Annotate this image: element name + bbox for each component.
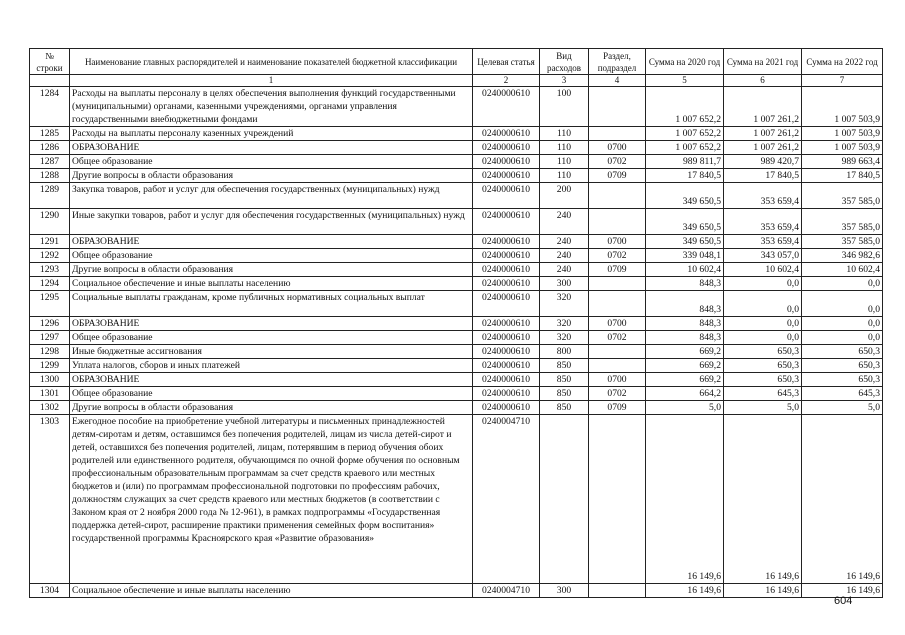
col-number: 4 [589,75,646,87]
row-expense-kind: 110 [540,141,589,155]
row-number: 1291 [30,235,70,249]
row-number: 1285 [30,127,70,141]
row-sum-2020: 1 007 652,2 [646,127,724,141]
header-sum-2021: Сумма на 2021 год [724,49,802,75]
row-expense-kind: 110 [540,127,589,141]
header-sum-2020: Сумма на 2020 год [646,49,724,75]
row-section: 0700 [589,141,646,155]
header-sum-2022: Сумма на 2022 год [802,49,883,75]
table-row [30,291,883,317]
row-target-article: 0240000610 [473,127,540,141]
row-sum-2021: 1 007 261,2 [724,87,802,127]
row-target-article: 0240000610 [473,345,540,359]
col-number: 2 [473,75,540,87]
row-number: 1289 [30,183,70,209]
row-sum-2022: 0,0 [802,331,883,345]
row-target-article: 0240000610 [473,317,540,331]
row-name: Иные закупки товаров, работ и услуг для обеспечения государственных (муниципальных) нужд [70,209,473,235]
row-target-article: 0240000610 [473,209,540,235]
row-sum-2021: 650,3 [724,373,802,387]
row-number: 1287 [30,155,70,169]
row-sum-2022: 16 149,6 [802,584,883,598]
row-name: Расходы на выплаты персоналу в целях обеспечения выполнения функций государственными (муниципальными) органами, казенными учреждениями, органами управления государственными внебюджетными фондами [70,87,473,127]
row-target-article: 0240000610 [473,263,540,277]
row-target-article: 0240000610 [473,169,540,183]
row-section: 0702 [589,155,646,169]
row-target-article: 0240000610 [473,373,540,387]
row-name: Общее образование [70,387,473,401]
row-expense-kind: 300 [540,584,589,598]
header-row-number: № строки [30,49,70,75]
row-sum-2022: 989 663,4 [802,155,883,169]
row-name: Ежегодное пособие на приобретение учебной литературы и письменных принадлежностей детям-сиротам и детям, оставшимся без попечения родителей, лицам из числа детей-сирот и детей, оставшихся без попечения родителей, лицам, потерявшим в период обучения обоих родителей или единственного родителя, обучающимся по очной форме обучения по основным профессиональным образовательным программам за счет средств краевого или местных бюджетов и (или) по программам профессиональной подготовки по профессиям рабочих, должностям служащих за счет средств краевого или местных бюджетов (в соответствии с Законом края от 2 ноября 2000 года № 12-961), в рамках подпрограммы «Государственная поддержка детей-сирот, расширение практики применения семейных форм воспитания» государственной программы Красноярского края «Развитие образования» [70,415,473,584]
row-sum-2021: 650,3 [724,359,802,373]
col-number: 7 [802,75,883,87]
row-sum-2020: 5,0 [646,401,724,415]
row-sum-2021: 645,3 [724,387,802,401]
row-sum-2021: 5,0 [724,401,802,415]
row-target-article: 0240000610 [473,249,540,263]
table-row [30,263,883,277]
header-target-article: Целевая статья [473,49,540,75]
table-row [30,387,883,401]
row-expense-kind: 240 [540,263,589,277]
row-sum-2020: 669,2 [646,373,724,387]
row-target-article: 0240004710 [473,584,540,598]
row-sum-2022: 357 585,0 [802,235,883,249]
row-name: Другие вопросы в области образования [70,263,473,277]
row-target-article: 0240000610 [473,141,540,155]
row-sum-2022: 17 840,5 [802,169,883,183]
row-section: 0700 [589,317,646,331]
table-row [30,235,883,249]
row-sum-2022: 1 007 503,9 [802,141,883,155]
row-sum-2022: 357 585,0 [802,183,883,209]
col-number: 6 [724,75,802,87]
row-number: 1301 [30,387,70,401]
row-number: 1299 [30,359,70,373]
row-sum-2020: 16 149,6 [646,584,724,598]
row-sum-2020: 848,3 [646,331,724,345]
row-sum-2020: 1 007 652,2 [646,87,724,127]
row-target-article: 0240004710 [473,415,540,584]
row-section [589,183,646,209]
row-sum-2020: 349 650,5 [646,209,724,235]
row-sum-2020: 10 602,4 [646,263,724,277]
row-sum-2021: 353 659,4 [724,183,802,209]
row-sum-2020: 349 650,5 [646,183,724,209]
row-target-article: 0240000610 [473,155,540,169]
row-target-article: 0240000610 [473,277,540,291]
row-number: 1297 [30,331,70,345]
row-name: Общее образование [70,249,473,263]
row-sum-2020: 669,2 [646,359,724,373]
col-number: 5 [646,75,724,87]
row-sum-2022: 650,3 [802,373,883,387]
row-target-article: 0240000610 [473,87,540,127]
row-expense-kind [540,415,589,584]
budget-table [29,48,883,598]
row-target-article: 0240000610 [473,401,540,415]
row-expense-kind: 850 [540,387,589,401]
row-expense-kind: 320 [540,317,589,331]
row-expense-kind: 110 [540,169,589,183]
row-sum-2020: 848,3 [646,291,724,317]
table-row [30,183,883,209]
row-number: 1293 [30,263,70,277]
row-expense-kind: 850 [540,373,589,387]
table-row [30,317,883,331]
row-number: 1290 [30,209,70,235]
row-name: Иные бюджетные ассигнования [70,345,473,359]
row-number: 1300 [30,373,70,387]
row-target-article: 0240000610 [473,235,540,249]
row-number: 1295 [30,291,70,317]
row-section: 0700 [589,373,646,387]
header-section: Раздел, подраздел [589,49,646,75]
row-number: 1298 [30,345,70,359]
row-sum-2022: 650,3 [802,345,883,359]
row-sum-2021: 353 659,4 [724,235,802,249]
row-sum-2020: 669,2 [646,345,724,359]
row-sum-2021: 0,0 [724,291,802,317]
row-expense-kind: 240 [540,235,589,249]
row-target-article: 0240000610 [473,359,540,373]
row-sum-2021: 0,0 [724,277,802,291]
col-number: 3 [540,75,589,87]
row-number: 1284 [30,87,70,127]
table-row [30,87,883,127]
table-row [30,584,883,598]
row-sum-2021: 16 149,6 [724,584,802,598]
row-sum-2022: 16 149,6 [802,415,883,584]
row-sum-2020: 848,3 [646,317,724,331]
row-sum-2021: 353 659,4 [724,209,802,235]
row-number: 1302 [30,401,70,415]
row-section [589,87,646,127]
table-row [30,209,883,235]
row-sum-2022: 10 602,4 [802,263,883,277]
row-number: 1286 [30,141,70,155]
row-number: 1304 [30,584,70,598]
row-expense-kind: 110 [540,155,589,169]
row-name: Социальные выплаты гражданам, кроме публичных нормативных социальных выплат [70,291,473,317]
row-section: 0702 [589,387,646,401]
row-sum-2022: 0,0 [802,317,883,331]
row-number: 1292 [30,249,70,263]
table-row [30,155,883,169]
row-section: 0709 [589,263,646,277]
row-sum-2021: 343 057,0 [724,249,802,263]
row-section [589,209,646,235]
row-section [589,127,646,141]
table-row [30,401,883,415]
row-sum-2021: 0,0 [724,317,802,331]
row-section: 0702 [589,331,646,345]
row-name: Другие вопросы в области образования [70,169,473,183]
row-sum-2021: 16 149,6 [724,415,802,584]
row-expense-kind: 320 [540,331,589,345]
row-sum-2021: 1 007 261,2 [724,141,802,155]
row-name: Закупка товаров, работ и услуг для обеспечения государственных (муниципальных) нужд [70,183,473,209]
row-expense-kind: 850 [540,401,589,415]
table-row [30,169,883,183]
row-sum-2020: 17 840,5 [646,169,724,183]
row-sum-2020: 1 007 652,2 [646,141,724,155]
row-number: 1303 [30,415,70,584]
row-name: Другие вопросы в области образования [70,401,473,415]
row-name: Социальное обеспечение и иные выплаты населению [70,584,473,598]
row-sum-2022: 1 007 503,9 [802,127,883,141]
header-name: Наименование главных распорядителей и наименование показателей бюджетной классификации [70,49,473,75]
row-expense-kind: 240 [540,249,589,263]
row-name: ОБРАЗОВАНИЕ [70,235,473,249]
row-sum-2020: 16 149,6 [646,415,724,584]
page-number: 604 [834,595,853,607]
row-sum-2022: 1 007 503,9 [802,87,883,127]
row-sum-2020: 848,3 [646,277,724,291]
row-section [589,345,646,359]
row-target-article: 0240000610 [473,291,540,317]
row-sum-2022: 645,3 [802,387,883,401]
row-sum-2021: 0,0 [724,331,802,345]
row-name: Общее образование [70,331,473,345]
row-sum-2022: 5,0 [802,401,883,415]
table-row [30,141,883,155]
row-expense-kind: 100 [540,87,589,127]
row-section: 0709 [589,169,646,183]
row-target-article: 0240000610 [473,331,540,345]
row-sum-2021: 650,3 [724,345,802,359]
row-sum-2020: 664,2 [646,387,724,401]
row-number: 1288 [30,169,70,183]
row-target-article: 0240000610 [473,183,540,209]
table-row [30,345,883,359]
row-sum-2020: 339 048,1 [646,249,724,263]
row-expense-kind: 320 [540,291,589,317]
table-row [30,249,883,263]
row-sum-2021: 989 420,7 [724,155,802,169]
row-name: Расходы на выплаты персоналу казенных учреждений [70,127,473,141]
row-sum-2021: 10 602,4 [724,263,802,277]
row-name: Уплата налогов, сборов и иных платежей [70,359,473,373]
header-expense-kind: Вид расходов [540,49,589,75]
table-row [30,373,883,387]
row-sum-2022: 0,0 [802,291,883,317]
table-row [30,127,883,141]
row-expense-kind: 800 [540,345,589,359]
table-row [30,415,883,584]
row-section [589,359,646,373]
row-section: 0709 [589,401,646,415]
table-row [30,331,883,345]
row-sum-2020: 989 811,7 [646,155,724,169]
row-name: ОБРАЗОВАНИЕ [70,317,473,331]
row-number: 1294 [30,277,70,291]
row-section: 0700 [589,235,646,249]
row-sum-2022: 346 982,6 [802,249,883,263]
row-sum-2021: 17 840,5 [724,169,802,183]
row-section: 0702 [589,249,646,263]
row-sum-2022: 650,3 [802,359,883,373]
row-name: Социальное обеспечение и иные выплаты населению [70,277,473,291]
row-name: ОБРАЗОВАНИЕ [70,373,473,387]
row-expense-kind: 300 [540,277,589,291]
row-section [589,584,646,598]
row-number: 1296 [30,317,70,331]
row-expense-kind: 850 [540,359,589,373]
row-expense-kind: 240 [540,209,589,235]
col-number [30,75,70,87]
col-number: 1 [70,75,473,87]
row-sum-2022: 0,0 [802,277,883,291]
row-section [589,277,646,291]
row-section [589,415,646,584]
table-row [30,277,883,291]
table-row [30,359,883,373]
row-sum-2021: 1 007 261,2 [724,127,802,141]
row-name: Общее образование [70,155,473,169]
row-name: ОБРАЗОВАНИЕ [70,141,473,155]
row-sum-2020: 349 650,5 [646,235,724,249]
row-section [589,291,646,317]
row-sum-2022: 357 585,0 [802,209,883,235]
row-target-article: 0240000610 [473,387,540,401]
row-expense-kind: 200 [540,183,589,209]
